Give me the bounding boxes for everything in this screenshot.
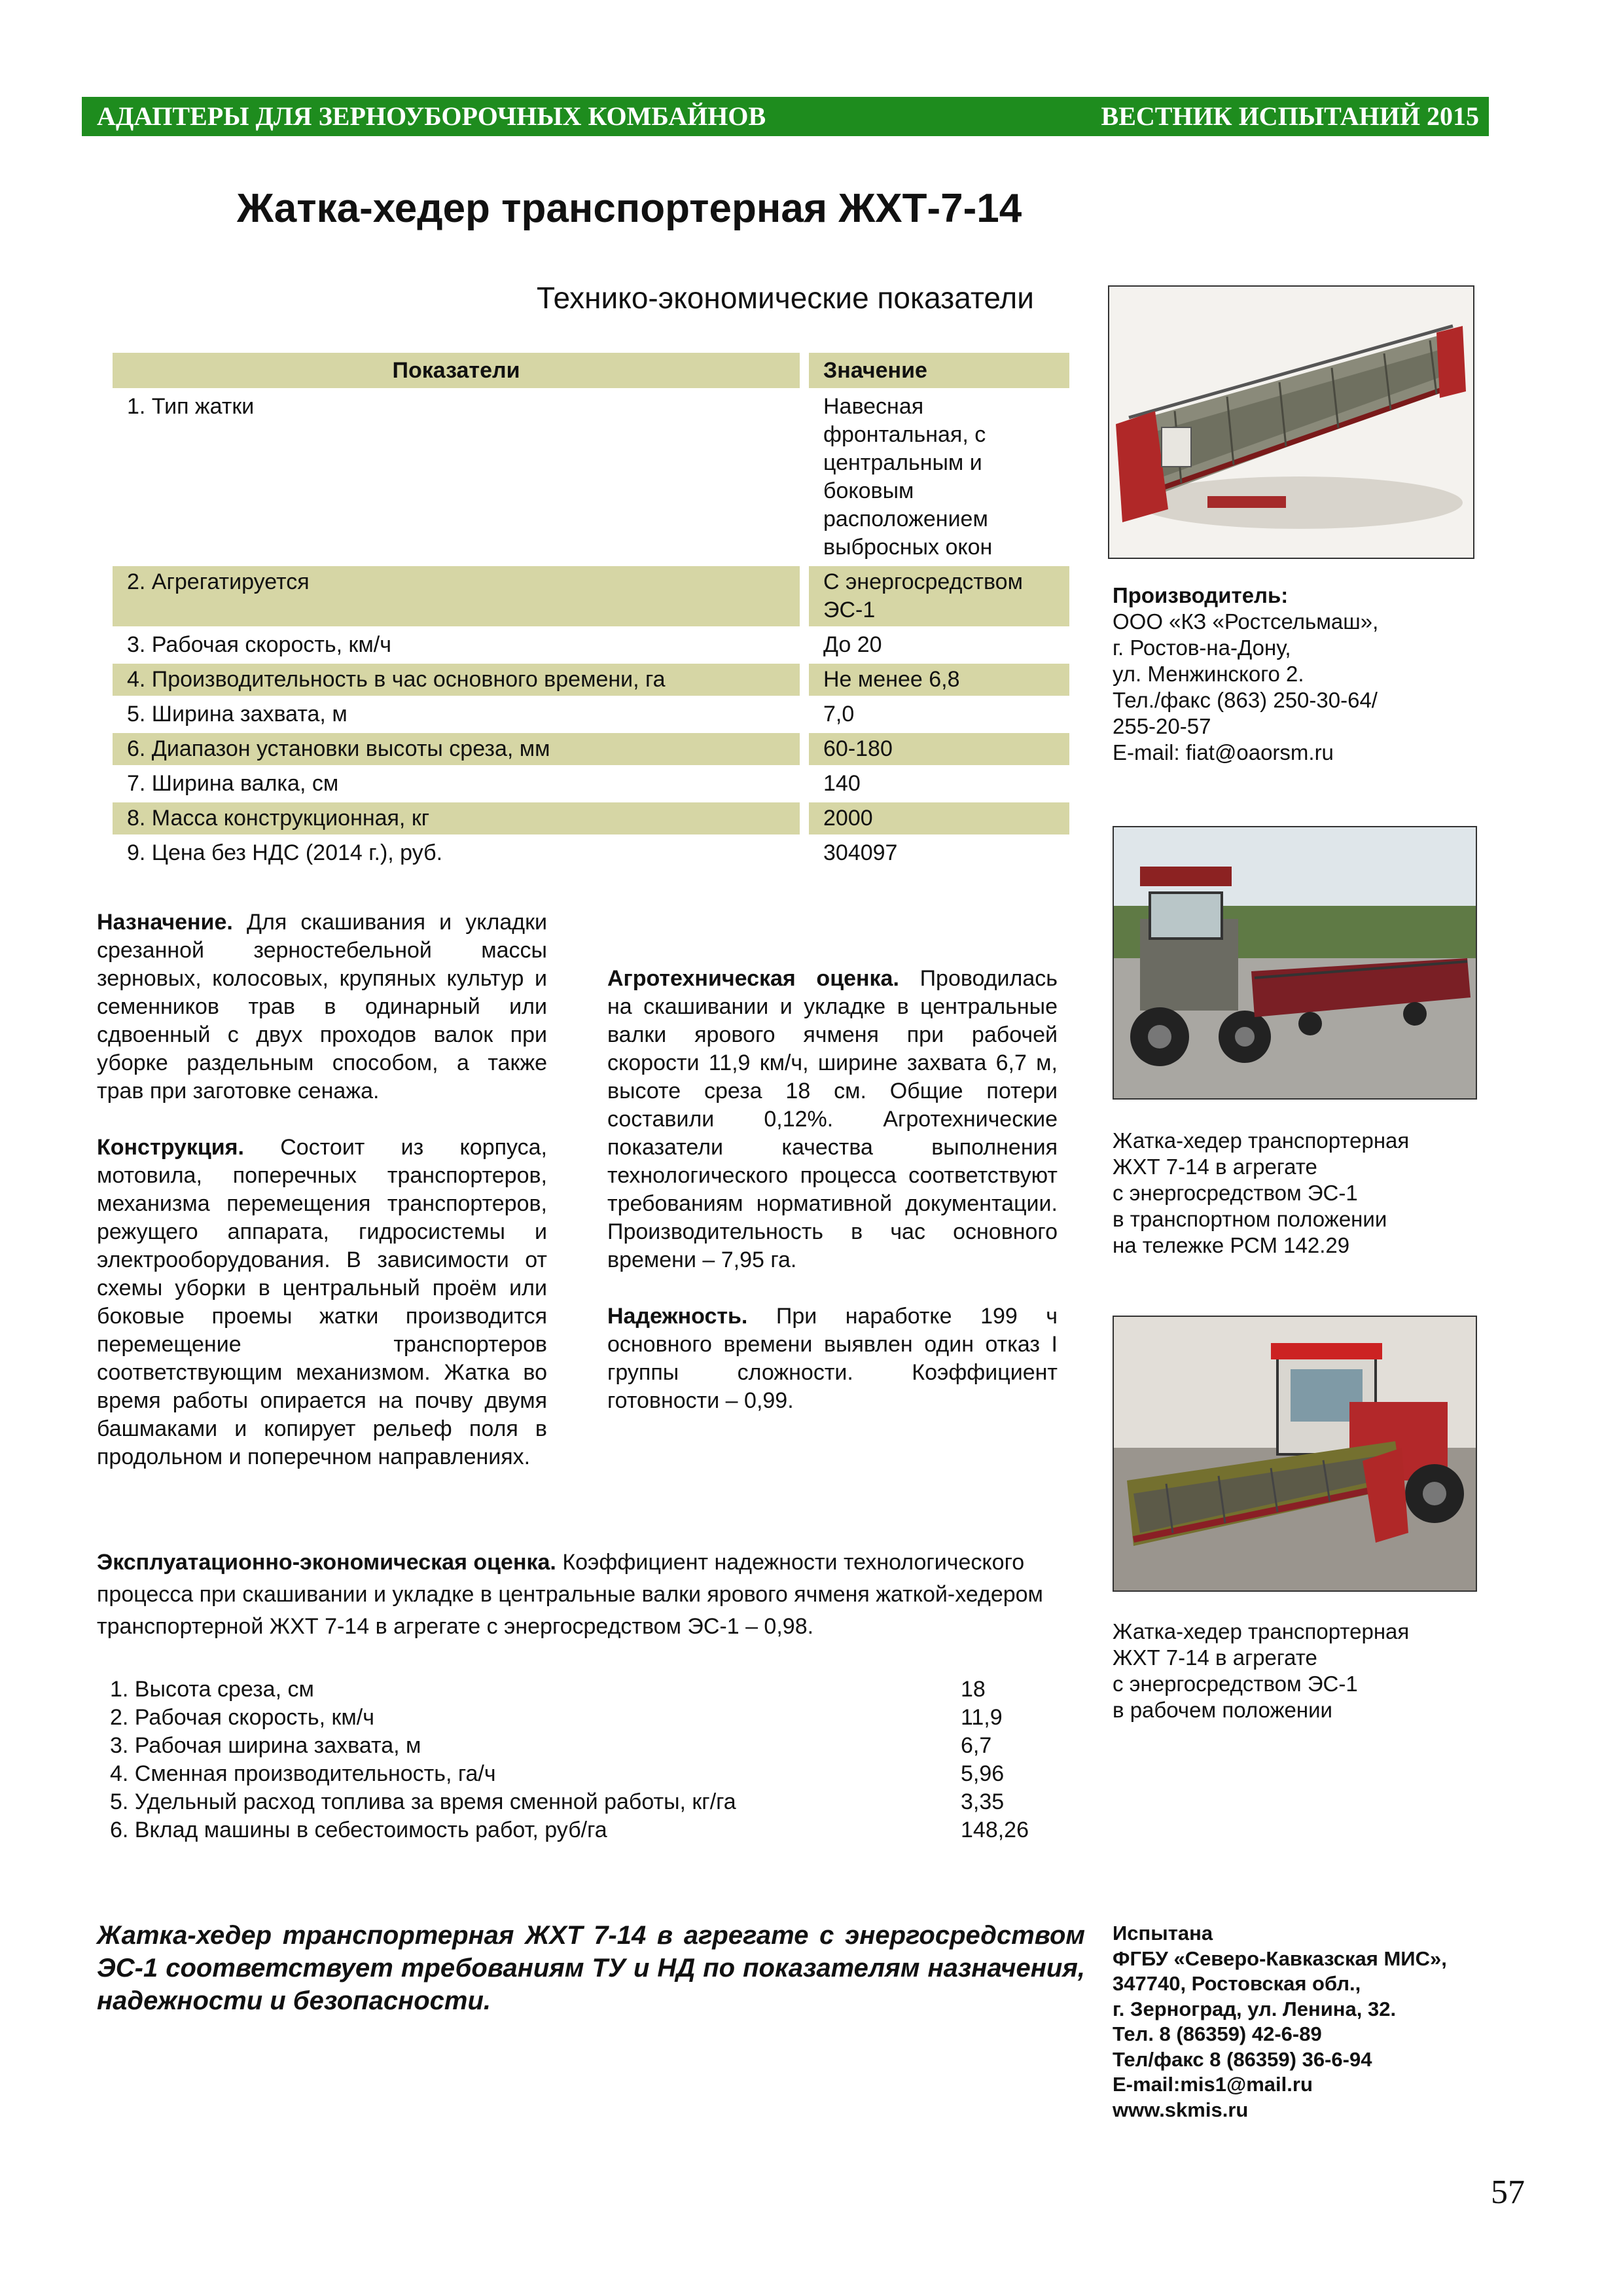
caption-transport-position	[1113, 1128, 1571, 1259]
purpose-text: Для скашивания и укладки срезанной зерностебельной массы зерновых, колосовых, крупяных культур и семенников трав в одинарный или сдвоенный с двух проходов валок при уборке раздельным способом, а также трав при заготовке сенажа.	[97, 910, 547, 1103]
indicator-label: 6. Вклад машины в себестоимость работ, руб/га	[110, 1818, 607, 1842]
manufacturer-block	[1113, 583, 1584, 766]
tested-line: г. Зерноград, ул. Ленина, 32.	[1113, 1997, 1397, 2020]
indicator-label: 3. Рабочая ширина захвата, м	[110, 1733, 421, 1758]
spec-row-name: 8. Масса конструкционная, кг	[113, 802, 800, 834]
caption-line: ЖХТ 7-14 в агрегате	[1113, 1645, 1317, 1670]
caption-line: с энергосредством ЭС-1	[1113, 1672, 1358, 1696]
spec-row-value: С энергосредством ЭС-1	[809, 566, 1069, 626]
exploitation-label: Эксплуатационно-экономическая оценка.	[97, 1550, 556, 1575]
photo-header-reaper	[1108, 285, 1474, 559]
caption-line: на тележке РСМ 142.29	[1113, 1233, 1350, 1257]
table-row	[113, 566, 1069, 626]
indicator-label: 2. Рабочая скорость, км/ч	[110, 1705, 374, 1730]
table-row	[113, 733, 1069, 765]
spec-row-name: 9. Цена без НДС (2014 г.), руб.	[127, 840, 443, 865]
caption-line: с энергосредством ЭС-1	[1113, 1181, 1358, 1205]
manufacturer-line: 255-20-57	[1113, 714, 1211, 738]
indicator-value: 3,35	[961, 1789, 1005, 1814]
tested-line: 347740, Ростовская обл.,	[1113, 1972, 1361, 1995]
manufacturer-label: Производитель:	[1113, 583, 1289, 607]
agro-paragraph	[607, 965, 1058, 1274]
tested-website: www.skmis.ru	[1113, 2098, 1249, 2121]
list-item	[110, 1732, 1052, 1760]
page-title: Жатка-хедер транспортерная ЖХТ-7-14	[237, 186, 1022, 231]
spec-table-header	[113, 353, 1069, 388]
reliability-paragraph	[607, 1302, 1058, 1415]
table-row	[113, 837, 1069, 869]
purpose-paragraph	[97, 908, 547, 1105]
table-row	[113, 391, 1069, 564]
table-row	[113, 698, 1069, 730]
transport-illustration	[1114, 827, 1476, 1098]
reliability-label: Надежность.	[607, 1304, 748, 1329]
indicator-value: 148,26	[961, 1818, 1029, 1842]
spec-row-value: 140	[823, 771, 861, 796]
caption-working-position	[1113, 1619, 1571, 1723]
construction-paragraph	[97, 1134, 547, 1471]
header-journal-title: ВЕСТНИК ИСПЫТАНИЙ 2015	[1101, 101, 1479, 131]
list-item	[110, 1760, 1052, 1788]
table-row	[113, 768, 1069, 800]
table-subtitle: Технико-экономические показатели	[537, 281, 1034, 315]
tested-by-block	[1113, 1921, 1584, 2123]
purpose-label: Назначение.	[97, 910, 233, 935]
table-row	[113, 629, 1069, 661]
indicator-value: 6,7	[961, 1733, 992, 1758]
list-item	[110, 1816, 1052, 1844]
indicator-value: 11,9	[961, 1705, 1003, 1730]
page-number: 57	[1491, 2174, 1525, 2211]
spec-row-name: 5. Ширина захвата, м	[127, 702, 348, 726]
working-illustration	[1114, 1317, 1476, 1590]
table-row	[113, 664, 1069, 696]
spec-row-name: 1. Тип жатки	[127, 394, 255, 419]
spec-row-value: Не менее 6,8	[809, 664, 1069, 696]
spec-row-value: 2000	[809, 802, 1069, 834]
exploitation-text: Коэффициент надежности технологического процесса при скашивании и укладке в центральные валки ярового ячменя жаткой-хедером транспортерной ЖХТ 7-14 в агрегате с энергосредством ЭС-1 – 0,98.	[97, 1550, 1043, 1639]
caption-line: в транспортном положении	[1113, 1207, 1387, 1231]
spec-table	[113, 350, 1069, 872]
tested-line: Тел. 8 (86359) 42-6-89	[1113, 2022, 1322, 2045]
tested-line: Тел/факс 8 (86359) 36-6-94	[1113, 2047, 1372, 2071]
agro-text: Проводилась на скашивании и укладке в центральные валки ярового ячменя при рабочей скорости 11,9 км/ч, ширине захвата 6,7 м, высоте среза 18 см. Общие потери составили 0,12%. Агротехнические показатели качества выполнения технологического процесса соответствуют требованиям нормативной документации. Производительность в час основного времени – 7,95 га.	[607, 966, 1058, 1272]
photo-transport-position	[1113, 826, 1477, 1100]
spec-row-name: 6. Диапазон установки высоты среза, мм	[113, 733, 800, 765]
indicator-label: 4. Сменная производительность, га/ч	[110, 1761, 496, 1786]
tested-email: E-mail:mis1@mail.ru	[1113, 2073, 1313, 2096]
spec-row-value: До 20	[823, 632, 882, 657]
spec-row-value: 7,0	[823, 702, 855, 726]
tested-line: Испытана	[1113, 1922, 1213, 1945]
spec-row-name: 4. Производительность в час основного времени, га	[113, 664, 800, 696]
indicator-label: 1. Высота среза, см	[110, 1677, 314, 1702]
spec-row-name: 3. Рабочая скорость, км/ч	[127, 632, 391, 657]
conclusion: Жатка-хедер транспортерная ЖХТ 7-14 в агрегате с энергосредством ЭС-1 соответствует требованиям ТУ и НД по показателям назначения, надежности и безопасности.	[97, 1921, 1085, 2015]
spec-row-name: 2. Агрегатируется	[113, 566, 800, 626]
manufacturer-email: E-mail: fiat@oaorsm.ru	[1113, 740, 1334, 764]
spec-row-value: Навесная фронтальная, с центральным и боковым расположением выбросных окон	[823, 394, 993, 560]
spec-header-value: Значение	[809, 353, 1069, 388]
agro-label: Агротехническая оценка.	[607, 966, 899, 991]
manufacturer-line: ООО «КЗ «Ростсельмаш»,	[1113, 609, 1379, 634]
construction-text: Состоит из корпуса, мотовила, поперечных транспортеров, механизма перемещения транспортеров, режущего аппарата, гидросистемы и электрооборудования. В зависимости от схемы уборки в центральный проём или боковые проемы жатки производится перемещение транспортеров соответствующим механизмом. Жатка во время работы опирается на почву двумя башмаками и копирует рельеф поля в продольном и поперечном направлениях.	[97, 1135, 547, 1469]
indicator-label: 5. Удельный расход топлива за время сменной работы, кг/га	[110, 1789, 736, 1814]
indicator-value: 18	[961, 1677, 986, 1702]
list-item	[110, 1704, 1052, 1732]
spec-row-value: 60-180	[809, 733, 1069, 765]
reliability-text: При наработке 199 ч основного времени выявлен один отказ I группы сложности. Коэффициент готовности – 0,99.	[607, 1304, 1058, 1413]
caption-line: ЖХТ 7-14 в агрегате	[1113, 1155, 1317, 1179]
indicator-value: 5,96	[961, 1761, 1005, 1786]
indicator-list	[110, 1676, 1052, 1844]
caption-line: в рабочем положении	[1113, 1698, 1332, 1722]
photo-working-position	[1113, 1316, 1477, 1592]
manufacturer-line: ул. Менжинского 2.	[1113, 662, 1304, 686]
spec-row-name: 7. Ширина валка, см	[127, 771, 339, 796]
manufacturer-line: Тел./факс (863) 250-30-64/	[1113, 688, 1378, 712]
text-column-left	[97, 908, 547, 1499]
table-row	[113, 802, 1069, 834]
construction-label: Конструкция.	[97, 1135, 244, 1160]
caption-line: Жатка-хедер транспортерная	[1113, 1619, 1410, 1643]
header-section-title: АДАПТЕРЫ ДЛЯ ЗЕРНОУБОРОЧНЫХ КОМБАЙНОВ	[97, 101, 766, 131]
exploitation-paragraph	[97, 1547, 1085, 1643]
list-item	[110, 1788, 1052, 1816]
list-item	[110, 1676, 1052, 1704]
spec-header-name: Показатели	[113, 353, 800, 388]
text-column-right	[607, 965, 1058, 1443]
tested-line: ФГБУ «Северо-Кавказская МИС»,	[1113, 1946, 1447, 1970]
spec-row-value: 304097	[823, 840, 898, 865]
reaper-illustration	[1109, 287, 1473, 558]
manufacturer-line: г. Ростов-на-Дону,	[1113, 636, 1291, 660]
caption-line: Жатка-хедер транспортерная	[1113, 1128, 1410, 1153]
